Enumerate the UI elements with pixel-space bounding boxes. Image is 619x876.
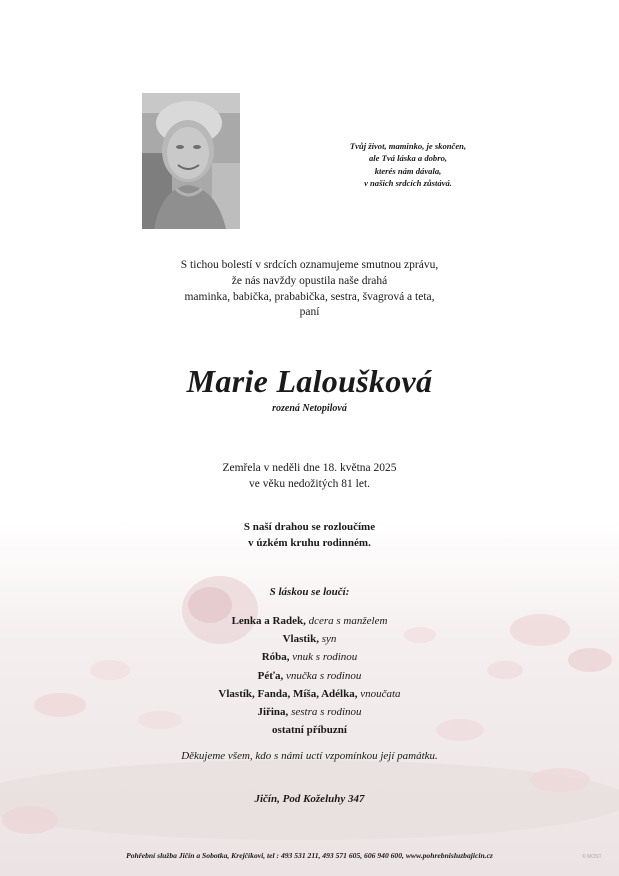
- poem-line: v našich srdcích zůstává.: [364, 178, 452, 189]
- mourner-entry: [0, 685, 619, 703]
- death-info: [0, 461, 619, 492]
- mourner-names: Vlastík, Fanda, Míša, Adélka,: [218, 687, 358, 700]
- mourner-relation: syn: [321, 633, 337, 646]
- mourner-relation: vnoučata: [360, 687, 401, 700]
- announcement-line: že nás navždy opustila naše drahá: [231, 274, 388, 287]
- mourner-entry: [0, 612, 619, 630]
- copyright-mark: © MOST: [582, 854, 602, 860]
- death-info-line: Zemřela v neděli dne 18. května 2025: [222, 462, 397, 474]
- announcement-line: maminka, babička, prababička, sestra, švagrová a teta,: [184, 290, 435, 303]
- mourners-title: S láskou se loučí:: [269, 586, 350, 598]
- memorial-poem: [318, 140, 498, 190]
- death-info-line: ve věku nedožitých 81 let.: [248, 477, 371, 490]
- mourner-entry: [0, 721, 619, 739]
- announcement-text: [0, 258, 619, 321]
- mourner-entry: [0, 667, 619, 685]
- poem-line: Tvůj život, maminko, je skončen,: [349, 141, 467, 151]
- deceased-name: Marie Laloušková: [186, 363, 433, 399]
- farewell-line: S naší drahou se rozloučíme: [243, 521, 376, 533]
- mourner-relation: sestra s rodinou: [291, 706, 362, 719]
- mourner-relation: vnučka s rodinou: [285, 669, 362, 682]
- mourner-names: Jiřina,: [257, 706, 289, 719]
- announcement-line: S tichou bolestí v srdcích oznamujeme smutnou zprávu,: [180, 259, 439, 271]
- mourner-entry: [0, 648, 619, 666]
- thanks-note: Děkujeme všem, kdo s námi uctí vzpomínkou její památku.: [181, 750, 438, 762]
- farewell-info: [0, 520, 619, 551]
- maiden-name: rozená Netopilová: [272, 403, 347, 414]
- mourner-entry: [0, 630, 619, 648]
- announcement-line: paní: [299, 306, 320, 319]
- address: Jičín, Pod Koželuhy 347: [254, 793, 365, 805]
- mourners-list: [0, 612, 619, 739]
- mourner-names: Lenka a Radek,: [231, 615, 306, 627]
- mourner-relation: vnuk s rodinou: [292, 651, 358, 664]
- mourner-names: ostatní příbuzní: [272, 724, 347, 737]
- poem-line: kterés nám dávala,: [374, 165, 442, 176]
- poem-line: ale Tvá láska a dobro,: [368, 153, 448, 164]
- portrait-photo: [142, 93, 240, 229]
- mourner-names: Róba,: [261, 651, 290, 664]
- mourner-relation: dcera s manželem: [308, 615, 388, 627]
- farewell-line: v úzkém kruhu rodinném.: [248, 536, 371, 549]
- funeral-service-footer: Pohřební služba Jičín a Sobotka, Krejčíkovi, tel : 493 531 211, 493 571 605, 606 940 600, www.pohrebnisluzbajicin.cz: [126, 851, 493, 860]
- mourner-names: Vlastik,: [282, 633, 319, 646]
- mourner-entry: [0, 703, 619, 721]
- mourner-names: Péťa,: [257, 669, 284, 682]
